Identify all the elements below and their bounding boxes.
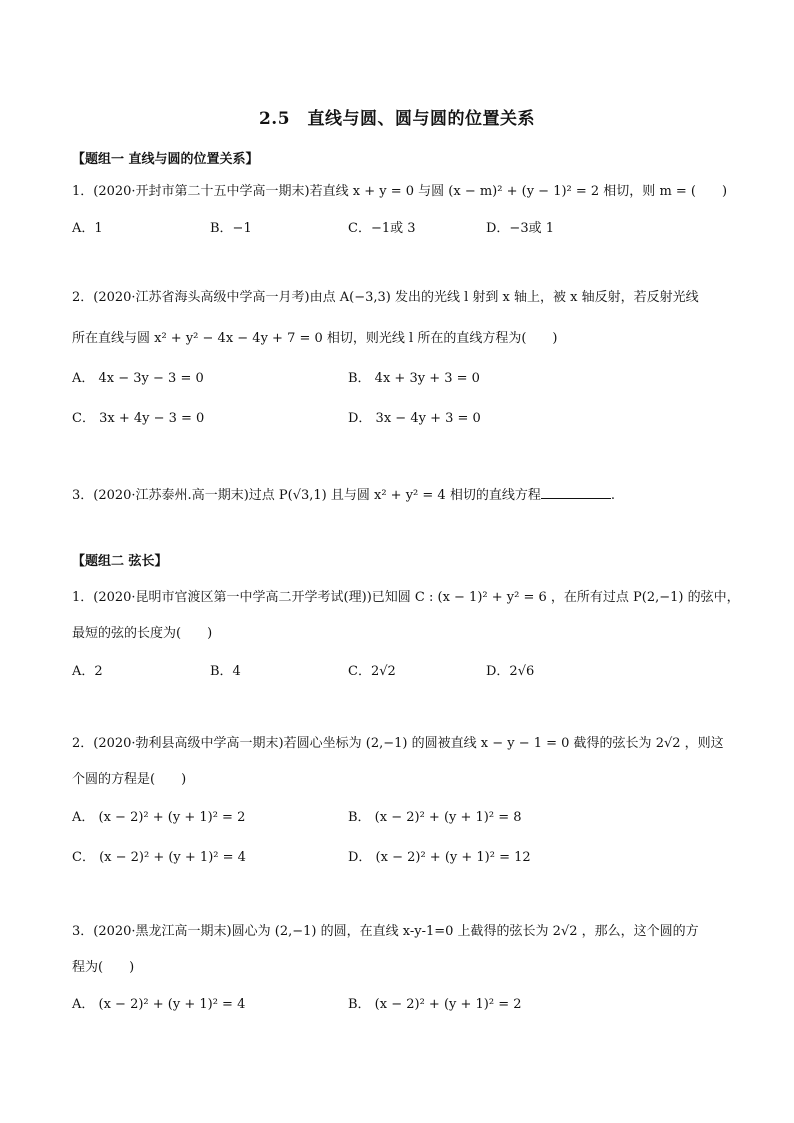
g1-q2-stem-line2: 所在直线与圆 x² + y² − 4x − 4y + 7 = 0 相切，则光线 l 所在的直线方程为( )	[72, 331, 558, 346]
g1-q2-option-c: C． 3x + 4y − 3 = 0	[72, 411, 205, 426]
g2-q2-stem-line1: 2．(2020·勃利县高级中学高一期末)若圆心坐标为 (2,−1) 的圆被直线 x − y − 1 = 0 截得的弦长为 2√2 ，则这	[72, 736, 724, 751]
page-title: 2.5 直线与圆、圆与圆的位置关系	[258, 109, 536, 129]
g2-q1-option-b: B．4	[210, 664, 241, 679]
g2-q1-option-a: A．2	[72, 664, 103, 679]
g2-q3-stem-line2: 程为( )	[72, 960, 135, 975]
g1-q2-stem-line1: 2．(2020·江苏省海头高级中学高一月考)由点 A(−3,3) 发出的光线 l 射到 x 轴上，被 x 轴反射，若反射光线	[72, 290, 699, 305]
g2-q2-option-d: D． (x − 2)² + (y + 1)² = 12	[348, 850, 531, 865]
g2-q2-option-c: C． (x − 2)² + (y + 1)² = 4	[72, 850, 246, 865]
group2-heading: 【题组二 弦长】	[72, 554, 168, 569]
g1-q1-option-c: C．−1或 3	[348, 221, 416, 236]
g1-q2-option-d: D． 3x − 4y + 3 = 0	[348, 411, 481, 426]
g2-q1-option-d: D．2√6	[486, 664, 535, 679]
g2-q2-option-a: A． (x − 2)² + (y + 1)² = 2	[72, 810, 246, 825]
g2-q3-option-a: A． (x − 2)² + (y + 1)² = 4	[72, 997, 246, 1012]
g1-q3-end: .	[610, 488, 615, 503]
g1-q1-option-d: D．−3或 1	[486, 221, 554, 236]
group1-heading: 【题组一 直线与圆的位置关系】	[72, 152, 259, 167]
g1-q2-option-a: A． 4x − 3y − 3 = 0	[72, 371, 204, 386]
g1-q1-option-b: B．−1	[210, 221, 252, 236]
g2-q2-stem-line2: 个圆的方程是( )	[72, 772, 187, 787]
g2-q1-stem-line1: 1．(2020·昆明市官渡区第一中学高二开学考试(理))已知圆 C : (x − 1)² + y² = 6 ，在所有过点 P(2,−1) 的弦中，	[72, 590, 740, 605]
g2-q3-stem-line1: 3．(2020·黑龙江高一期末)圆心为 (2,−1) 的圆，在直线 x-y-1=0 上截得的弦长为 2√2 ，那么，这个圆的方	[72, 924, 699, 939]
g2-q1-option-c: C．2√2	[348, 664, 396, 679]
g1-q1-stem: 1．(2020·开封市第二十五中学高一期末)若直线 x + y = 0 与圆 (x − m)² + (y − 1)² = 2 相切，则 m = ( )	[72, 184, 728, 199]
g2-q2-option-b: B． (x − 2)² + (y + 1)² = 8	[348, 810, 522, 825]
g1-q2-option-b: B． 4x + 3y + 3 = 0	[348, 371, 480, 386]
answer-blank	[541, 486, 611, 499]
g1-q3-stem-text: 3．(2020·江苏泰州.高一期末)过点 P(√3,1) 且与圆 x² + y² = 4 相切的直线方程	[72, 488, 541, 503]
g1-q1-option-a: A．1	[72, 221, 103, 236]
g2-q1-stem-line2: 最短的弦的长度为( )	[72, 626, 213, 641]
g1-q3-stem	[72, 484, 615, 503]
g2-q3-option-b: B． (x − 2)² + (y + 1)² = 2	[348, 997, 522, 1012]
